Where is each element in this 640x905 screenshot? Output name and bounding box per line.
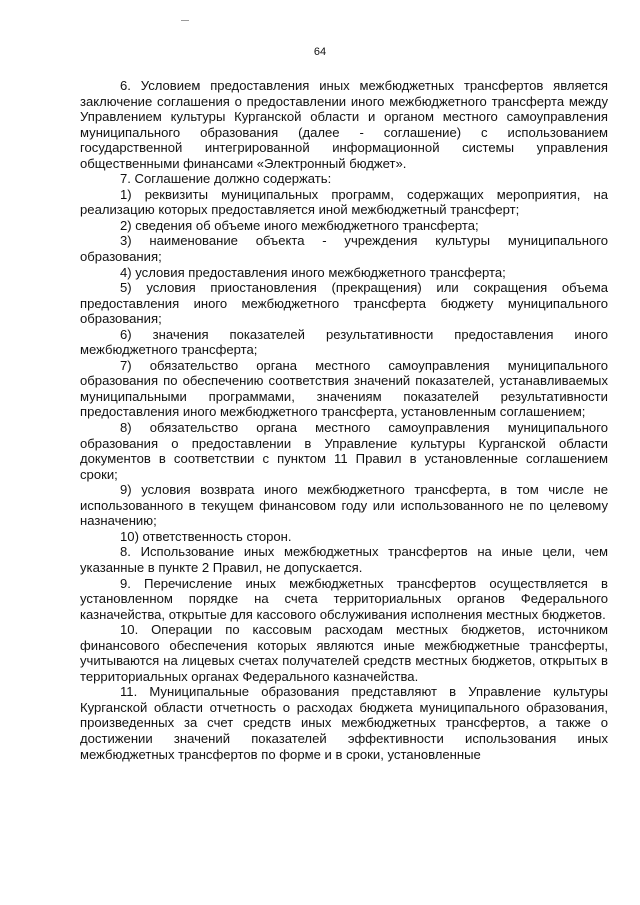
list-item-8: 8) обязательство органа местного самоуправления муниципального образования о предоставлении в Управление культуры Курганской области документов в соответствии с пунктом 11 Правил в установленные соглашением сроки; bbox=[80, 420, 608, 482]
paragraph-6: 6. Условием предоставления иных межбюджетных трансфертов является заключение соглашения о предоставлении иного межбюджетного трансферта между Управлением культуры Курганской области и органом местного самоуправления муниципального образования (далее - соглашение) с использованием государственной интегрированной информационной системы управления общественными финансами «Электронный бюджет». bbox=[80, 78, 608, 171]
paragraph-10: 10. Операции по кассовым расходам местных бюджетов, источником финансового обеспечения которых являются иные межбюджетные трансферты, учитываются на лицевых счетах получателей средств местных бюджетов, открытых в территориальных органах Федерального казначейства. bbox=[80, 622, 608, 684]
paragraph-8: 8. Использование иных межбюджетных трансфертов на иные цели, чем указанные в пункте 2 Правил, не допускается. bbox=[80, 544, 608, 575]
list-item-2: 2) сведения об объеме иного межбюджетного трансферта; bbox=[120, 217, 479, 233]
paragraph-7: 7. Соглашение должно содержать: bbox=[120, 171, 332, 187]
list-item-3: 3) наименование объекта - учреждения культуры муниципального образования; bbox=[80, 233, 608, 265]
list-item-9: 9) условия возврата иного межбюджетного трансферта, в том числе не использованного в текущем финансовом году или использованного не по целевому назначению; bbox=[80, 482, 608, 529]
document-body bbox=[80, 78, 608, 762]
paragraph-9: 9. Перечисление иных межбюджетных трансфертов осуществляется в установленном порядке на счета территориальных органов Федерального казначейства, открытые для кассового обслуживания исполнения местных бюджетов. bbox=[80, 575, 608, 622]
list-item-1: 1) реквизиты муниципальных программ, содержащих мероприятия, на реализацию которых предоставляется иной межбюджетный трансферт; bbox=[80, 186, 608, 218]
list-item-10: 10) ответственность сторон. bbox=[120, 528, 292, 544]
list-item-7: 7) обязательство органа местного самоуправления муниципального образования по обеспечению соответствия значений показателей, устанавливаемых муниципальными программами, значениям показателей результативности предоставления иного межбюджетного трансферта, установленным соглашением; bbox=[80, 357, 608, 420]
list-item-4: 4) условия предоставления иного межбюджетного трансферта; bbox=[120, 264, 506, 280]
paragraph-11: 11. Муниципальные образования представляют в Управление культуры Курганской области отчетность о расходах бюджета муниципального образования, произведенных за счет средств иных межбюджетных трансфертов, а также о достижении значений показателей эффективности использования иных межбюджетных трансфертов по форме и в сроки, установленные bbox=[80, 684, 608, 762]
scan-mark bbox=[181, 20, 189, 21]
list-item-6: 6) значения показателей результативности предоставления иного межбюджетного трансферта; bbox=[80, 326, 608, 358]
list-item-5: 5) условия приостановления (прекращения) или сокращения объема предоставления иного межбюджетного трансферта бюджету муниципального образования; bbox=[80, 280, 608, 327]
page-number: 64 bbox=[313, 46, 327, 58]
